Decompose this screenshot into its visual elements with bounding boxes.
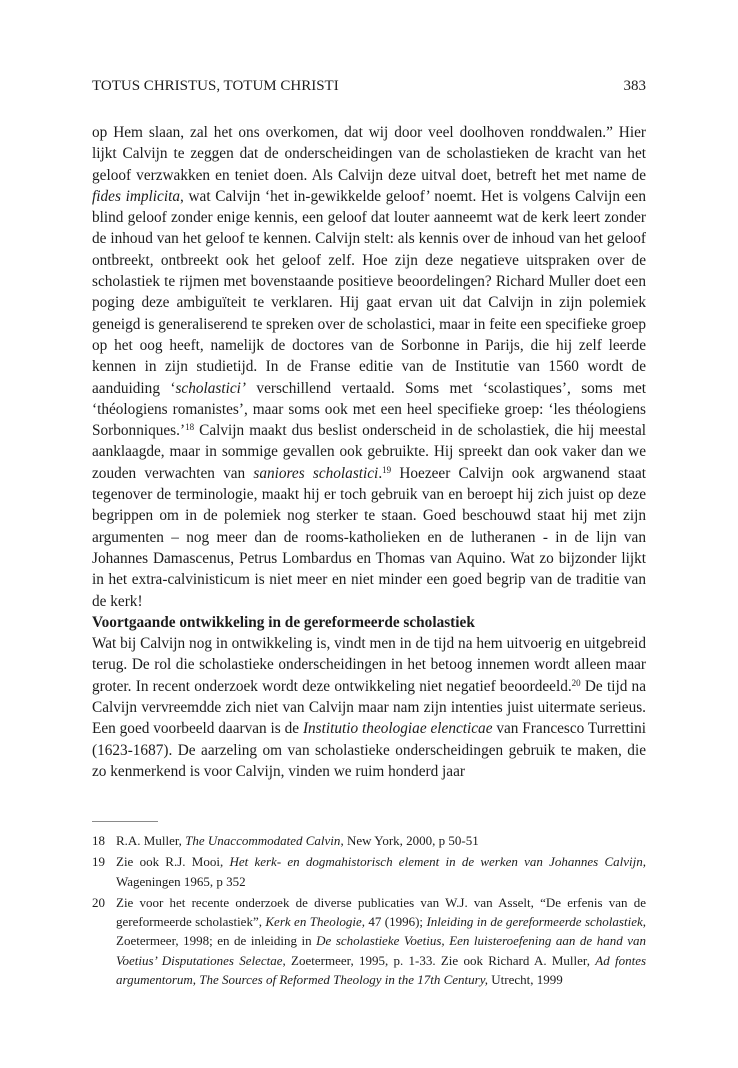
footnote-ref-19[interactable]: 19 (382, 464, 392, 475)
footnote-number: 19 (92, 854, 105, 870)
running-header (92, 76, 646, 96)
footnote-ref-20[interactable]: 20 (571, 677, 581, 688)
running-title: TOTUS CHRISTUS, TOTUM CHRISTI (92, 78, 339, 94)
footnote-20 (92, 893, 646, 989)
footnote-text: Zie voor het recente onderzoek de diverse publicaties van W.J. van Asselt, “De erfenis van de gereformeerde scholastiek”, Kerk en Theologie, 47 (1996); Inleiding in de gereformeerde scholastiek, Zoetermeer, 1998; en de inleiding in De scholastieke Voetius, Een luisteroefening aan de hand van Voetius’ Disputationes Selectae, Zoetermeer, 1995, p. 1-33. Zie ook Richard A. Muller, Ad fontes argumentorum, The Sources of Reformed Theology in the 17th Century, Utrecht, 1999 (116, 894, 647, 988)
footnote-18 (92, 831, 646, 850)
section-heading: Voortgaande ontwikkeling in de gereformeerde scholastiek (92, 613, 475, 631)
footnote-separator (92, 821, 158, 822)
paragraph-gereformeerde-scholastiek: Wat bij Calvijn nog in ontwikkeling is, vindt men in de tijd na hem uitvoerig en uitgebreid terug. De rol die scholastieke onderscheidingen in het betoog innemen wordt alleen maar groter. In recent onderzoek wordt deze ontwikkeling niet negatief beoordeeld.$^{20}$ De tijd na Calvijn vervreemdde zich niet van Calvijn maar nam zijn intenties juist uitermate serieus. Een goed voorbeeld daarvan is de Institutio theologiae elencticae van Francesco Turrettini (1623-1687). De aarzeling om van scholastieke onderscheidingen gebruik te maken, die zo kenmerkend is voor Calvijn, vinden we ruim honderd jaar (92, 635, 646, 780)
paragraph-calvijn-scholastiek: op Hem slaan, zal het ons overkomen, dat wij door veel doolhoven ronddwalen.” Hier lijkt Calvijn te zeggen dat de onderscheidingen van de scholastieken de kracht van het geloof verzwakken en teniet doen. Als Calvijn deze uitval doet, betreft het met name de fides implicita, wat Calvijn ‘het in-gewikkelde geloof’ noemt. Het is volgens Calvijn een blind geloof zonder enige kennis, een geloof dat louter aanneemt wat de kerk leert zonder de inhoud van het geloof te kennen. Calvijn stelt: als kennis over de inhoud van het geloof ontbreekt, ontbreekt ook het geloof zelf. Hoe zijn deze negatieve uitspraken over de scholastiek te rijmen met bovenstaande positieve beoordelingen? Richard Muller doet een poging deze ambiguïteit te verklaren. Hij gaat ervan uit dat Calvijn in zijn polemiek geneigd is generaliserend te spreken over de scholastici, maar in feite een specifieke groep op het oog heeft, namelijk de doctores van de Sorbonne in Parijs, die hij zelf leerde kennen in zijn studietijd. In de Franse editie van de Institutie van 1560 wordt de aanduiding ‘scholastici’ verschillend vertaald. Soms met ‘scolastiques’, soms met ‘théologiens romanistes’, maar soms ook met een heel specifieke groep: ‘les théologiens Sorbonniques.’$^{18}$ Calvijn maakt dus beslist onderscheid in de scholastiek, die hij meestal aanklaagde, maar in sommige gevallen ook gebruikte. Hij spreekt dan ook vaker dan we zouden verwachten van saniores scholastici.$^{19}$ Hoezeer Calvijn ook argwanend staat tegenover de terminologie, maakt hij er toch gebruik van en beroept hij zich juist op deze begrippen om in de polemiek nog sterker te staan. Goed beschouwd staat hij met zijn argumenten – nog meer dan de rooms-katholieken en de lutheranen - in de lijn van Johannes Damascenus, Petrus Lombardus en Thomas van Aquino. Wat zo bijzonder lijkt in het extra-calvinisticum is niet meer en niet minder een goed begrip van de traditie van de kerk! (92, 124, 646, 610)
footnote-ref-18[interactable]: 18 (185, 422, 195, 433)
footnote-text: Zie ook R.J. Mooi, Het kerk- en dogmahistorisch element in de werken van Johannes Calvijn, Wageningen 1965, p 352 (116, 854, 646, 889)
main-text (92, 122, 646, 782)
footnote-text: R.A. Muller, The Unaccommodated Calvin, New York, 2000, p 50-51 (116, 833, 479, 848)
footnote-19 (92, 852, 646, 891)
footnote-number: 20 (92, 894, 105, 910)
footnotes (92, 831, 646, 991)
page-number: 383 (623, 78, 646, 94)
footnote-number: 18 (92, 833, 105, 848)
